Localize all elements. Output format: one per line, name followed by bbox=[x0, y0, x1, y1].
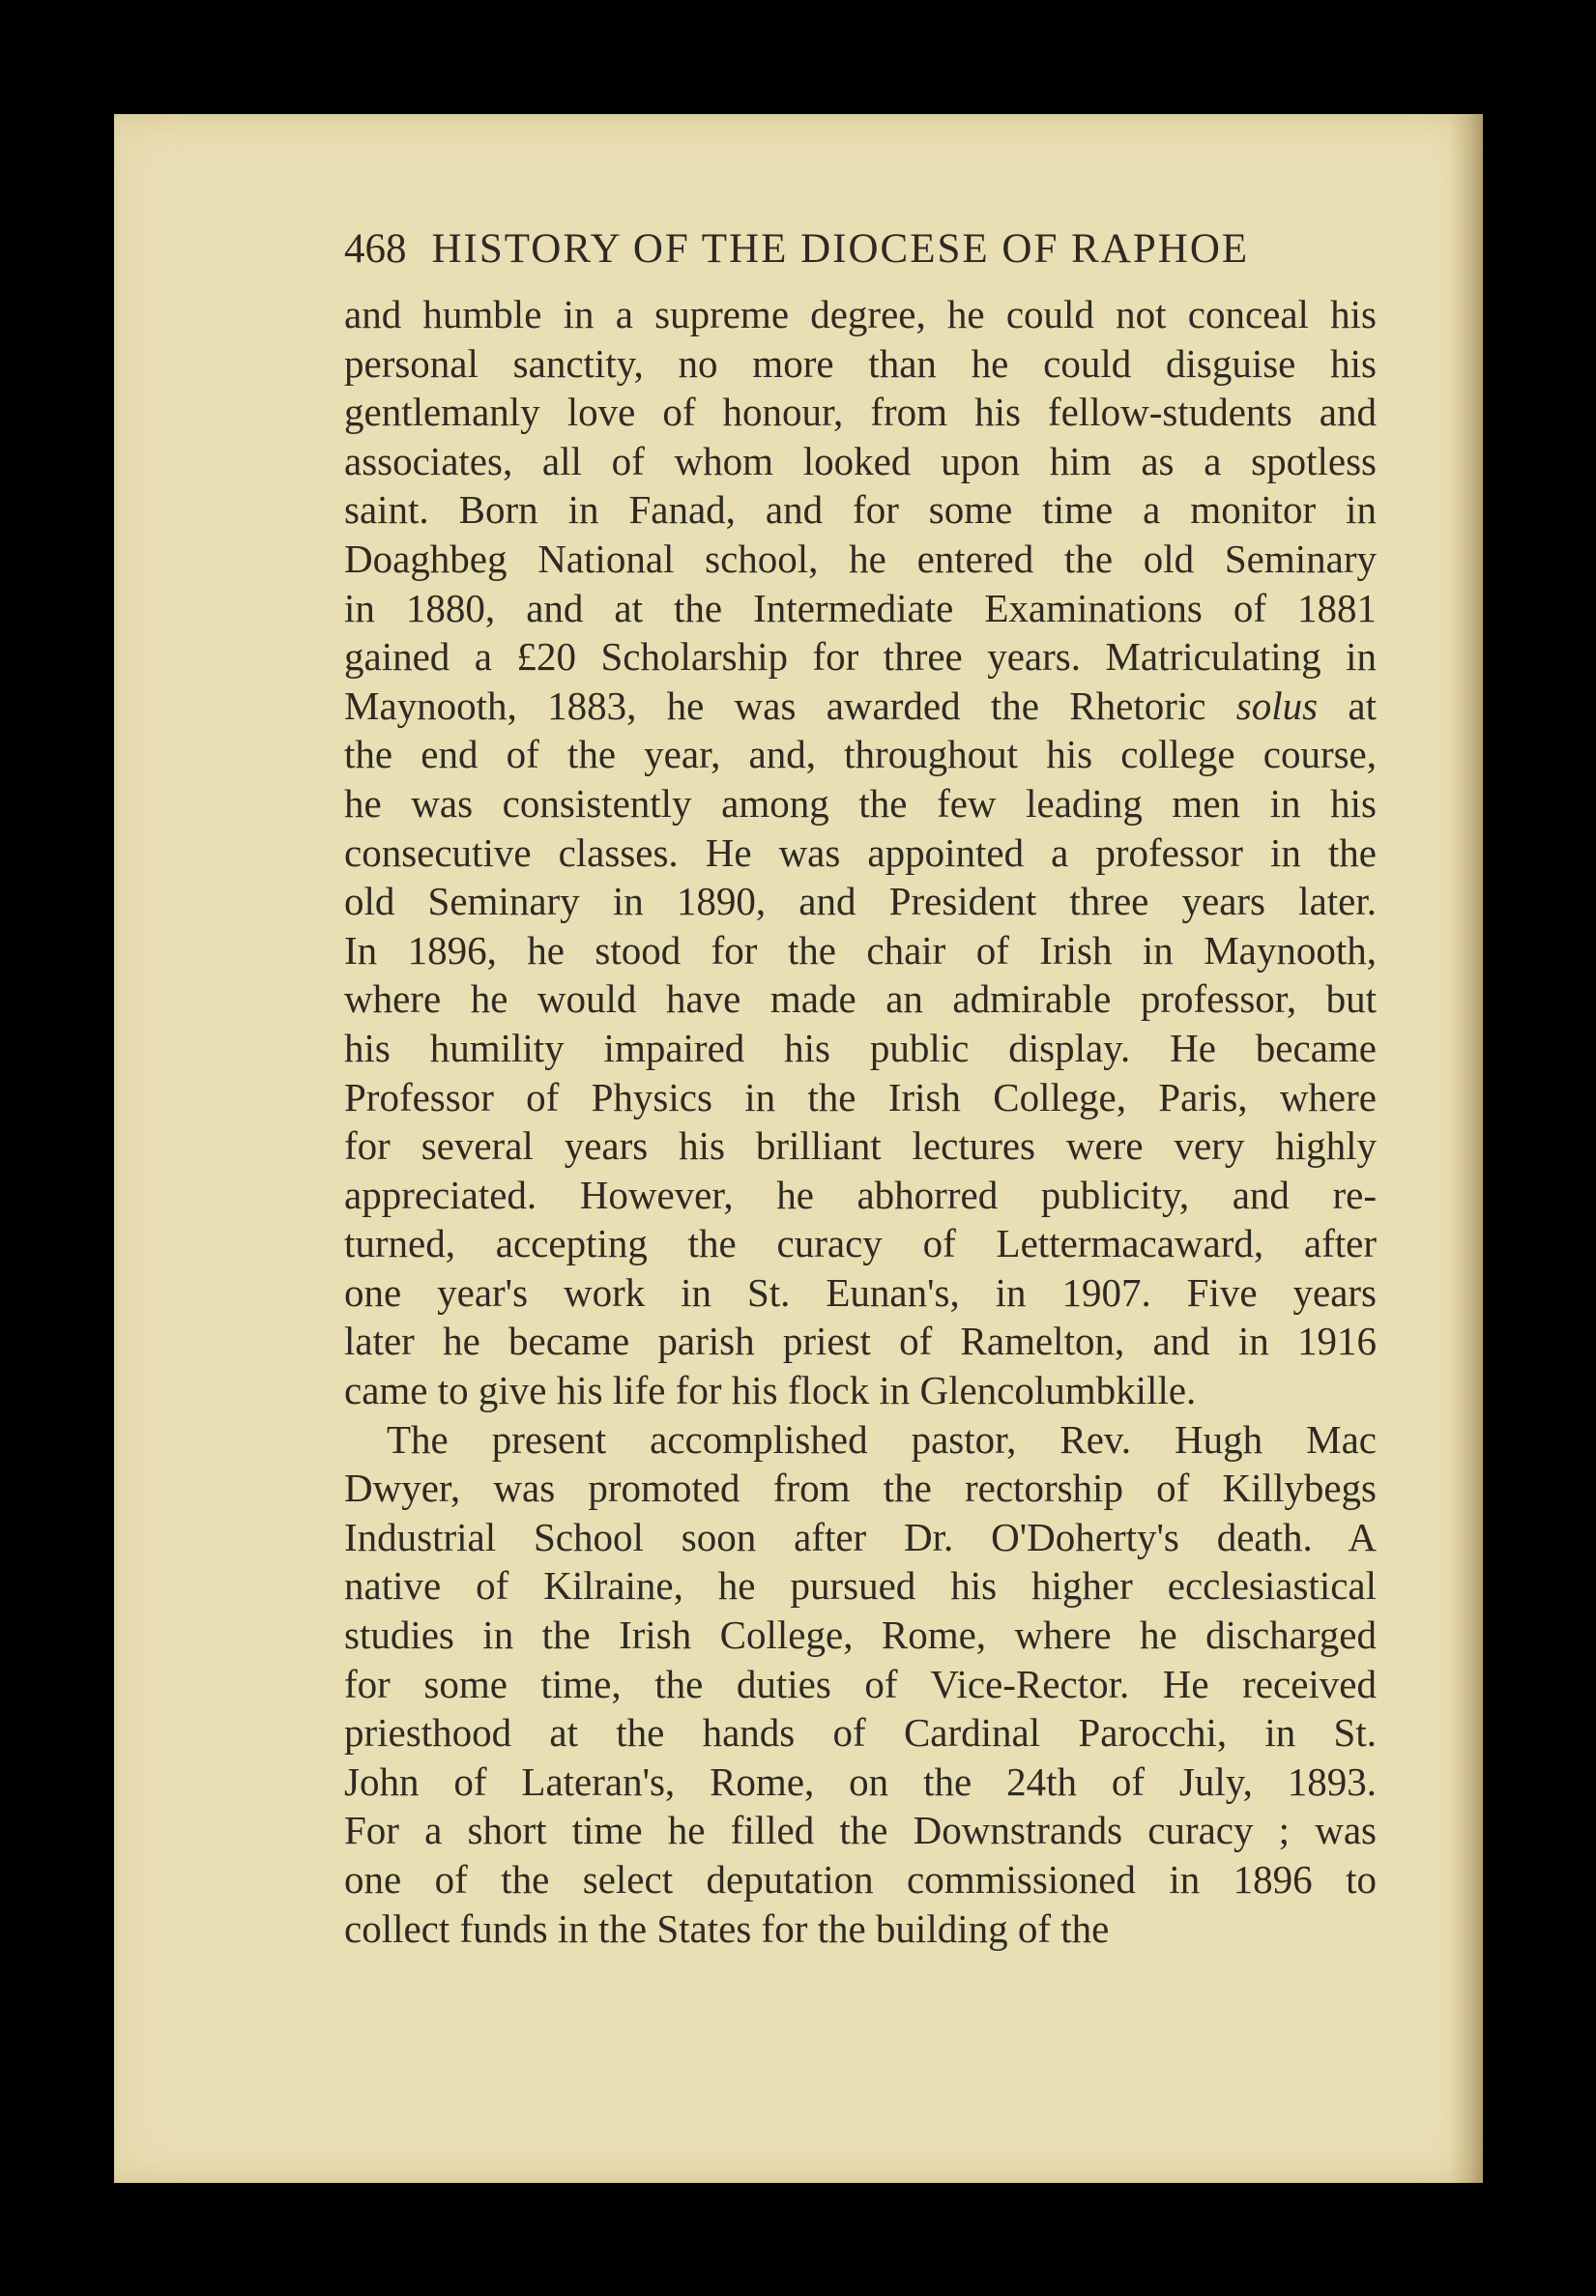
text-line: gentlemanly love of honour, from his fellow-students and bbox=[344, 390, 1377, 435]
text-line: consecutive classes. He was appointed a professor in the bbox=[344, 829, 1377, 875]
text-line: turned, accepting the curacy of Lettermacaward, after bbox=[344, 1221, 1377, 1266]
text-line: Dwyer, was promoted from the rectorship of Killybegs bbox=[344, 1466, 1377, 1511]
text-line: personal sanctity, no more than he could disguise his bbox=[344, 340, 1377, 386]
text-line: For a short time he filled the Downstrands curacy ; was bbox=[344, 1808, 1377, 1853]
text-line: priesthood at the hands of Cardinal Parocchi, in St. bbox=[344, 1710, 1377, 1756]
text-line: the end of the year, and, throughout his college course, bbox=[344, 732, 1377, 777]
text-line: associates, all of whom looked upon him as a spotless bbox=[344, 438, 1377, 483]
text-line: one year's work in St. Eunan's, in 1907. Five years bbox=[344, 1269, 1377, 1315]
paragraph bbox=[344, 1415, 1377, 1954]
text-line: where he would have made an admirable professor, but bbox=[344, 976, 1377, 1022]
text-line: appreciated. However, he abhorred publicity, and re- bbox=[344, 1172, 1377, 1217]
paragraph bbox=[344, 290, 1377, 1415]
text-line: In 1896, he stood for the chair of Irish in Maynooth, bbox=[344, 927, 1377, 973]
page-number: 468 bbox=[344, 226, 407, 272]
text-line: native of Kilraine, he pursued his higher ecclesiastical bbox=[344, 1563, 1377, 1609]
text-line: one of the select deputation commissioned in 1896 to bbox=[344, 1857, 1377, 1902]
text-line: for some time, the duties of Vice-Rector. He received bbox=[344, 1661, 1377, 1706]
body-text bbox=[344, 290, 1377, 1953]
text-line: studies in the Irish College, Rome, where he discharged bbox=[344, 1613, 1377, 1658]
text-line: his humility impaired his public display. He became bbox=[344, 1025, 1377, 1070]
text-line: Industrial School soon after Dr. O'Doherty's death. A bbox=[344, 1514, 1377, 1559]
text-line: in 1880, and at the Intermediate Examinations of 1881 bbox=[344, 585, 1377, 630]
book-page bbox=[114, 114, 1483, 2183]
text-line: came to give his life for his flock in Glencolumbkille. bbox=[344, 1368, 1197, 1413]
text-line: John of Lateran's, Rome, on the 24th of July, 1893. bbox=[344, 1758, 1377, 1804]
running-title: HISTORY OF THE DIOCESE OF RAPHOE bbox=[431, 226, 1250, 272]
text-line: Doaghbeg National school, he entered the old Seminary bbox=[344, 536, 1377, 581]
running-head bbox=[344, 211, 1377, 288]
page-gutter-shadow bbox=[1450, 114, 1483, 2183]
text-line: gained a £20 Scholarship for three years. Matriculating in bbox=[344, 634, 1377, 680]
text-line: he was consistently among the few leading men in his bbox=[344, 780, 1377, 826]
text-line: old Seminary in 1890, and President three years later. bbox=[344, 879, 1377, 924]
text-line: and humble in a supreme degree, he could not conceal his bbox=[344, 292, 1377, 336]
text-line: Maynooth, 1883, he was awarded the Rhetoric solus at bbox=[344, 683, 1377, 728]
text-line: for several years his brilliant lectures were very highly bbox=[344, 1123, 1377, 1169]
text-line: later he became parish priest of Ramelton, and in 1916 bbox=[344, 1319, 1377, 1364]
text-line: Professor of Physics in the Irish College, Paris, where bbox=[344, 1074, 1377, 1119]
text-line: The present accomplished pastor, Rev. Hugh Mac bbox=[387, 1416, 1377, 1462]
text-line: collect funds in the States for the building of the bbox=[344, 1905, 1110, 1951]
page-text-block bbox=[344, 211, 1377, 1953]
text-line: saint. Born in Fanad, and for some time a monitor in bbox=[344, 487, 1377, 533]
